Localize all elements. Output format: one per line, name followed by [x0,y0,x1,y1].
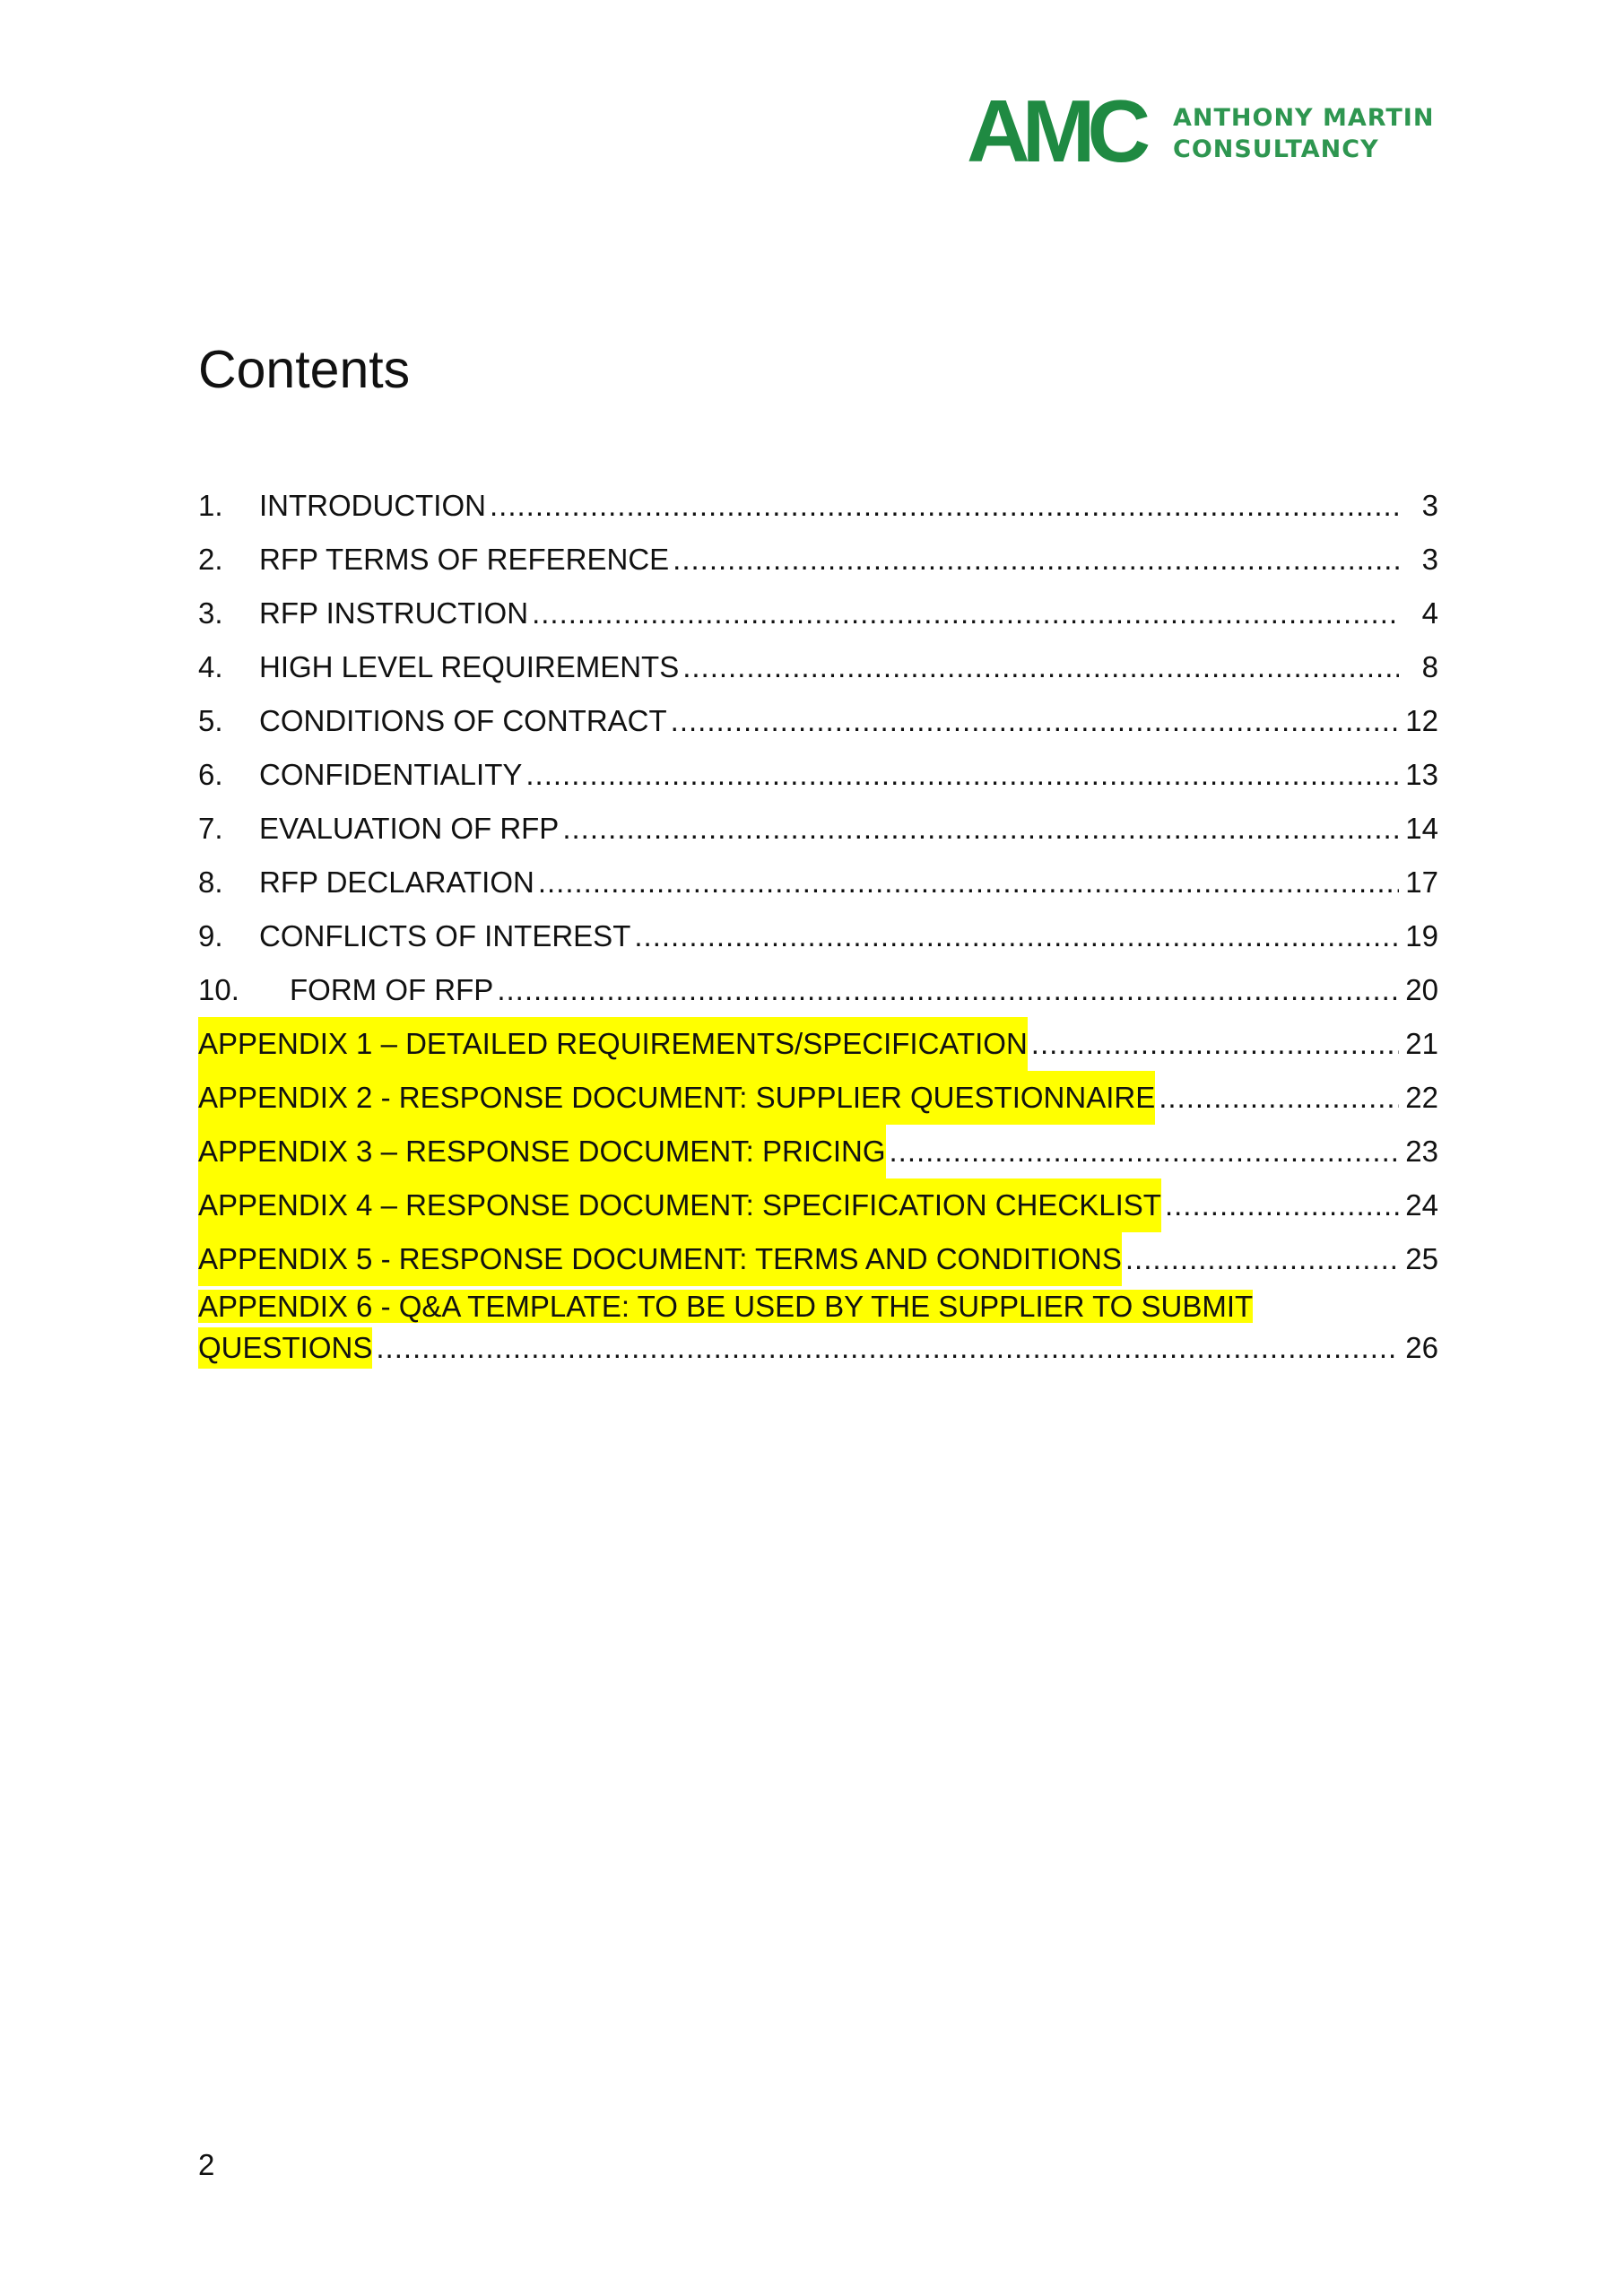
toc-label: APPENDIX 1 – DETAILED REQUIREMENTS/SPECIFICATION [198,1017,1028,1071]
logo-wordmark [1173,102,1434,165]
toc-page: 14 [1405,812,1438,845]
toc-page: 21 [1405,1027,1438,1060]
toc-page: 3 [1421,543,1438,576]
toc-label: APPENDIX 4 – RESPONSE DOCUMENT: SPECIFICATION CHECKLIST [198,1178,1161,1232]
toc-label: RFP INSTRUCTION [259,596,529,630]
toc-entry[interactable] [198,694,1438,748]
toc-entry[interactable] [198,748,1438,802]
dot-leader [1031,1017,1399,1071]
toc-page: 12 [1405,704,1438,737]
dot-leader [890,1125,1400,1178]
toc-page: 17 [1405,865,1438,899]
dot-leader [490,479,1399,533]
dot-leader [497,963,1399,1017]
table-of-contents [198,479,1438,1369]
toc-label: APPENDIX 3 – RESPONSE DOCUMENT: PRICING [198,1125,886,1178]
toc-page: 13 [1405,758,1438,791]
logo-mark: AMC [967,82,1143,180]
toc-entry[interactable] [198,909,1438,963]
toc-page: 23 [1405,1135,1438,1168]
toc-label: INTRODUCTION [259,489,486,522]
toc-entry[interactable] [198,802,1438,856]
toc-entry[interactable] [198,640,1438,694]
toc-entry[interactable] [198,479,1438,533]
toc-label: FORM OF RFP [290,973,494,1006]
toc-number: 4. [198,650,223,683]
toc-label: APPENDIX 2 - RESPONSE DOCUMENT: SUPPLIER QUESTIONNAIRE [198,1071,1155,1125]
toc-label: CONFLICTS OF INTEREST [259,919,631,952]
logo-line-1: ANTHONY MARTIN [1173,104,1435,132]
dot-leader [1165,1178,1399,1232]
toc-number: 1. [198,489,223,522]
dot-leader [671,694,1399,748]
toc-number: 2. [198,543,223,576]
toc-page: 3 [1421,489,1438,522]
toc-label-line-1 [198,1286,1438,1327]
dot-leader [682,640,1399,694]
toc-appendix-entry[interactable] [198,1286,1438,1369]
toc-label: EVALUATION OF RFP [259,812,560,845]
toc-label: HIGH LEVEL REQUIREMENTS [259,650,680,683]
dot-leader [562,802,1399,856]
toc-number: 8. [198,865,223,899]
dot-leader [1125,1232,1399,1286]
dot-leader [673,533,1399,587]
toc-label: APPENDIX 6 - Q&A TEMPLATE: TO BE USED BY THE SUPPLIER TO SUBMIT [198,1290,1254,1323]
toc-appendix-entry[interactable] [198,1071,1438,1125]
toc-appendix-entry[interactable] [198,1232,1438,1286]
toc-number: 9. [198,919,223,952]
dot-leader [525,748,1399,802]
toc-appendix-entry[interactable] [198,1017,1438,1071]
toc-entry[interactable] [198,963,1438,1017]
toc-number: 10. [198,973,239,1006]
dot-leader [538,856,1399,909]
toc-page: 19 [1405,919,1438,952]
toc-page: 4 [1421,596,1438,630]
toc-label: RFP DECLARATION [259,865,534,899]
toc-label: APPENDIX 5 - RESPONSE DOCUMENT: TERMS AND CONDITIONS [198,1232,1122,1286]
toc-entry[interactable] [198,856,1438,909]
page-number: 2 [198,2148,215,2181]
toc-page: 25 [1405,1242,1438,1275]
contents-title: Contents [198,340,411,399]
toc-number: 3. [198,596,223,630]
amc-logo [967,82,1442,180]
dot-leader [376,1327,1399,1369]
toc-entry[interactable] [198,587,1438,640]
toc-appendix-entry[interactable] [198,1178,1438,1232]
toc-label: CONFIDENTIALITY [259,758,523,791]
toc-label: QUESTIONS [198,1327,372,1369]
toc-page: 8 [1421,650,1438,683]
toc-number: 6. [198,758,223,791]
toc-entry[interactable] [198,533,1438,587]
toc-label-line-2 [198,1327,1438,1369]
logo-line-2: CONSULTANCY [1173,135,1379,163]
toc-number: 7. [198,812,223,845]
toc-page: 20 [1405,973,1438,1006]
toc-page: 22 [1405,1081,1438,1114]
dot-leader [532,587,1399,640]
toc-page: 24 [1405,1188,1438,1222]
toc-label: CONDITIONS OF CONTRACT [259,704,667,737]
toc-appendix-entry[interactable] [198,1125,1438,1178]
toc-number: 5. [198,704,223,737]
dot-leader [634,909,1399,963]
dot-leader [1159,1071,1399,1125]
toc-label: RFP TERMS OF REFERENCE [259,543,670,576]
toc-page: 26 [1405,1331,1438,1364]
